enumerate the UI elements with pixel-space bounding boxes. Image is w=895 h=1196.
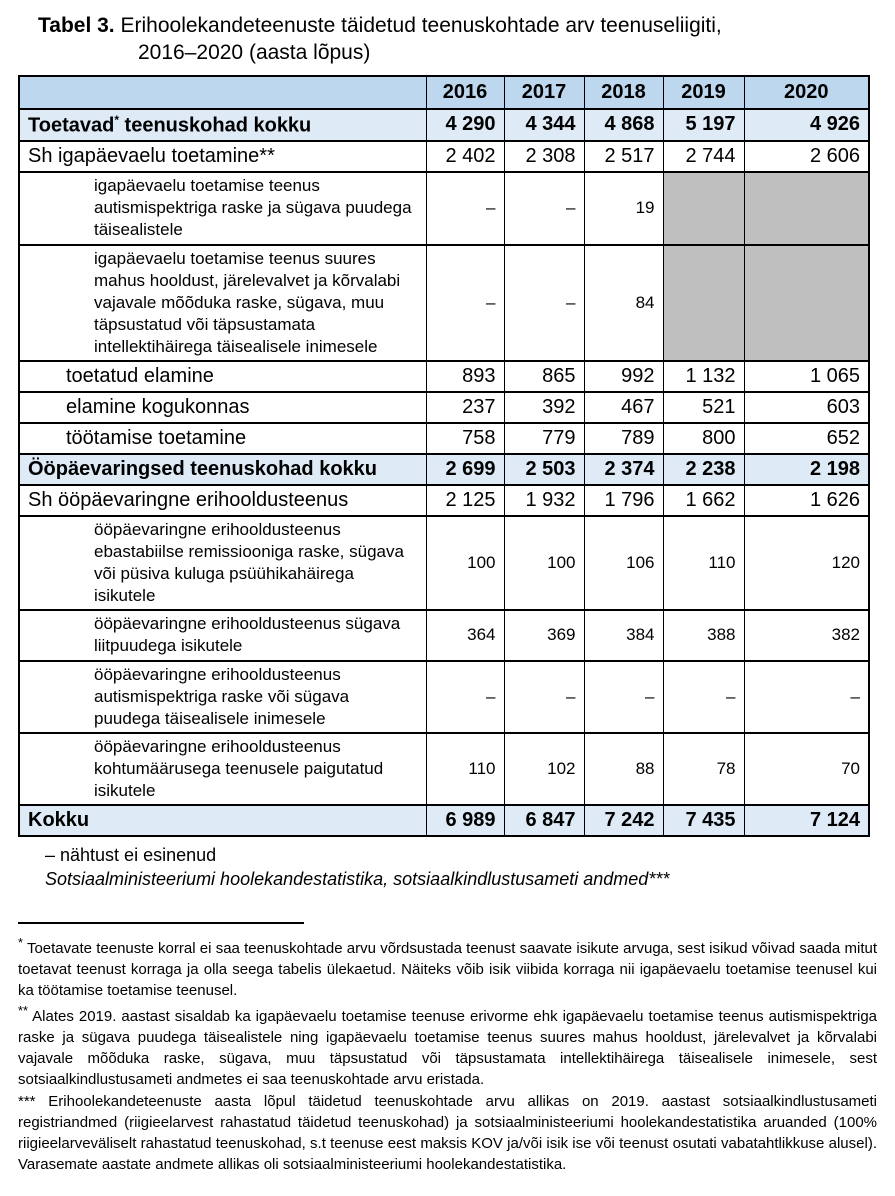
value-cell: 992 [584,361,663,392]
value-cell: – [744,661,869,733]
value-cell: 521 [663,392,744,423]
table-row [19,172,869,244]
value-cell: 603 [744,392,869,423]
value-cell: 2 125 [426,485,504,516]
value-cell: 7 242 [584,805,663,836]
value-cell: 2 198 [744,454,869,485]
value-cell: 7 435 [663,805,744,836]
blocked-cell [663,245,744,361]
value-cell: 1 065 [744,361,869,392]
year-header-2016: 2016 [426,76,504,109]
value-cell: 369 [504,610,584,660]
value-cell: 110 [663,516,744,610]
value-cell: 2 402 [426,141,504,172]
source-note [45,867,877,891]
table-row [19,485,869,516]
value-cell: 84 [584,245,663,361]
year-header-2019: 2019 [663,76,744,109]
value-cell: 893 [426,361,504,392]
table-row [19,141,869,172]
row-label: toetatud elamine [19,361,426,392]
value-cell: – [426,245,504,361]
table-row [19,516,869,610]
value-cell: 800 [663,423,744,454]
blocked-cell [744,172,869,244]
value-cell: 102 [504,733,584,805]
value-cell: 779 [504,423,584,454]
value-cell: 382 [744,610,869,660]
table-row [19,109,869,142]
table-row [19,454,869,485]
value-cell: 2 606 [744,141,869,172]
row-label: Ööpäevaringsed teenuskohad kokku [19,454,426,485]
value-cell: 88 [584,733,663,805]
value-cell: 106 [584,516,663,610]
row-label: Kokku [19,805,426,836]
row-label: ööpäevaringne erihooldusteenus autismispektriga raske või sügava puudega täisealisele inimesele [19,661,426,733]
source-text: Sotsiaalministeeriumi hoolekandestatistika, sotsiaalkindlustusameti andmed [45,869,649,890]
value-cell: 4 926 [744,109,869,142]
value-cell: 865 [504,361,584,392]
footnote-1-marker: * [18,934,23,950]
footnote-1-text: Toetavate teenuste korral ei saa teenuskohtade arvu võrdsustada teenust saavate isikute arvuga, sest isikud võivad saada mitut toetavat teenust korraga ja olla seega tabelis ülekaetud. Näiteks võib isik viibida korraga nii igapäevaelu toetamise teenusel kui ka töötamise toetamise teenusel. [18,939,877,999]
table-row [19,245,869,361]
value-cell: 467 [584,392,663,423]
title-line2: 2016–2020 (aasta lõpus) [138,41,371,65]
footnote-3-text: Erihoolekandeteenuste aasta lõpul täidetud teenuskohtade arvu allikas on 2019. aastast sotsiaalkindlustusameti registriandmed (riigieelarvest rahastatud täidetud teenuskohad) ja sotsiaalministeeriumi hoolekandestatistika aruanded (100% riigieelarveväliselt rahastatud teenuskohad, s.t teenuse eest maksis KOV ja/või isik ise või teenust osutati vabatahtlikkuse alusel). Varasemate aastate andmete allikas oli sotsiaalministeeriumi hoolekandestatistika. [18,1092,877,1173]
row-label: ööpäevaringne erihooldusteenus kohtumäärusega teenusele paigutatud isikutele [19,733,426,805]
table-legend [45,843,877,892]
value-cell: 1 662 [663,485,744,516]
value-cell: 100 [426,516,504,610]
row-label: Sh ööpäevaringne erihooldusteenus [19,485,426,516]
value-cell: 364 [426,610,504,660]
dash-legend: – nähtust ei esinenud [45,845,217,866]
value-cell: 7 124 [744,805,869,836]
table-row [19,423,869,454]
value-cell: 70 [744,733,869,805]
row-label: igapäevaelu toetamise teenus suures mahus hooldust, järelevalvet ja kõrvalabi vajavale mõõduka raske, sügava, muu täpsustatud või täpsustamata intellektihäirega täisealisele inimesele [19,245,426,361]
table-number: Tabel 3. [38,14,115,37]
table-row [19,733,869,805]
value-cell: 237 [426,392,504,423]
value-cell: – [504,661,584,733]
footnote-separator [18,922,304,924]
value-cell: 4 290 [426,109,504,142]
value-cell: – [426,172,504,244]
table-title [38,12,877,67]
value-cell: 1 932 [504,485,584,516]
title-line1: Erihoolekandeteenuste täidetud teenuskohtade arv teenuseliigiti, [120,14,722,37]
value-cell: – [426,661,504,733]
year-header-2020: 2020 [744,76,869,109]
value-cell: 6 847 [504,805,584,836]
year-header-row [19,76,869,109]
footnote-3 [18,1091,877,1175]
value-cell: – [504,245,584,361]
footnote-1 [18,934,877,1001]
row-label: ööpäevaringne erihooldusteenus sügava liitpuudega isikutele [19,610,426,660]
row-label: Sh igapäevaelu toetamine** [19,141,426,172]
empty-header-cell [19,76,426,109]
value-cell: 19 [584,172,663,244]
value-cell: 6 989 [426,805,504,836]
value-cell: 1 132 [663,361,744,392]
blocked-cell [744,245,869,361]
row-label: Toetavad* teenuskohad kokku [19,109,426,142]
table-row [19,361,869,392]
value-cell: 78 [663,733,744,805]
value-cell: 758 [426,423,504,454]
source-footnote-marker: *** [648,869,670,890]
value-cell: 388 [663,610,744,660]
value-cell: 4 344 [504,109,584,142]
year-header-2017: 2017 [504,76,584,109]
footnotes [18,934,877,1175]
value-cell: 789 [584,423,663,454]
blocked-cell [663,172,744,244]
footnote-marker: * [114,112,119,127]
table-row [19,805,869,836]
year-header-2018: 2018 [584,76,663,109]
value-cell: 2 699 [426,454,504,485]
value-cell: 4 868 [584,109,663,142]
row-label: ööpäevaringne erihooldusteenus ebastabiilse remissiooniga raske, sügava või püsiva kuluga psüühikahäirega isikutele [19,516,426,610]
data-table [18,75,870,838]
footnote-2-text: Alates 2019. aastast sisaldab ka igapäevaelu toetamise teenuse erivorme ehk igapäevaelu toetamise teenus autismispektriga raske ja sügava puudega täisealistele ning igapäevaelu toetamise teenus suures mahus hooldust, järelevalvet ja kõrvalabi vajavale mõõduka raske, sügava, muu täpsustatud või täpsustamata intellektihäirega täisealisele inimesele, sest sotsiaalkindlustusameti andmetes ei saa teenuskohtade arvu eristada. [18,1007,878,1088]
table-body [19,109,869,837]
value-cell: 392 [504,392,584,423]
value-cell: 2 503 [504,454,584,485]
footnote-3-marker: *** [18,1092,36,1110]
value-cell: 120 [744,516,869,610]
value-cell: 1 796 [584,485,663,516]
value-cell: 2 744 [663,141,744,172]
value-cell: 5 197 [663,109,744,142]
value-cell: 2 517 [584,141,663,172]
value-cell: 110 [426,733,504,805]
value-cell: 2 374 [584,454,663,485]
table-row [19,661,869,733]
value-cell: 384 [584,610,663,660]
table-row [19,392,869,423]
value-cell: – [584,661,663,733]
row-label: igapäevaelu toetamise teenus autismispektriga raske ja sügava puudega täisealistele [19,172,426,244]
row-label: töötamise toetamine [19,423,426,454]
table-row [19,610,869,660]
value-cell: 2 308 [504,141,584,172]
value-cell: 652 [744,423,869,454]
value-cell: – [504,172,584,244]
value-cell: 100 [504,516,584,610]
value-cell: 1 626 [744,485,869,516]
value-cell: – [663,661,744,733]
value-cell: 2 238 [663,454,744,485]
row-label: elamine kogukonnas [19,392,426,423]
footnote-2-marker: ** [18,1002,28,1018]
